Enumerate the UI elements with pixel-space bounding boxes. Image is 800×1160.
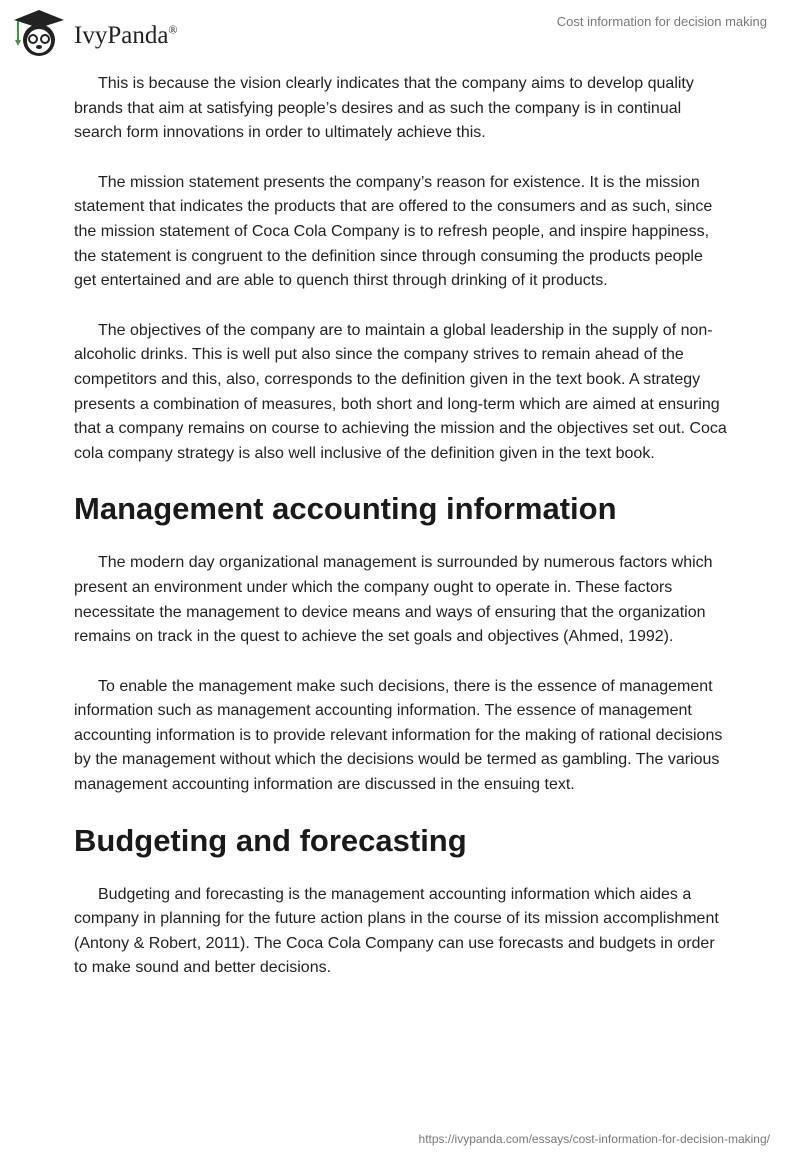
paragraph: The mission statement presents the company’s reason for existence. It is the mission statement that indicates the products that are offered to the consumers and as such, since the mission statement of Coca Cola Company is to refresh people, and inspire happiness, the statement is congruent to the definition since through consuming the products people get entertained and are able to quench thirst through drinking of it products.: [74, 173, 713, 290]
section-heading: Budgeting and forecasting: [74, 822, 467, 858]
paragraph: Budgeting and forecasting is the management accounting information which aides a company in planning for the future action plans in the course of its mission accomplishment (Antony & Robert, 2011). The Coca Cola Company can use forecasts and budgets in order to make sound and better decisions.: [74, 885, 719, 977]
paragraph: This is because the vision clearly indicates that the company aims to develop quality brands that aim at satisfying people’s desires and as such the company is in continual search form innovations in order to ultimately achieve this.: [74, 75, 694, 142]
paragraph: To enable the management make such decisions, there is the essence of management information such as management accounting information. The essence of management accounting information is to provide relevant information for the making of rational decisions by the management without which the decisions would be termed as gambling. The various management accounting information are discussed in the ensuing text.: [74, 677, 723, 794]
section-heading: Management accounting information: [74, 491, 617, 527]
article-body: [74, 72, 728, 1006]
paragraph: The modern day organizational management is surrounded by numerous factors which present an environment under which the company ought to operate in. These factors necessitate the management to device means and ways of ensuring that the organization remains on track in the quest to achieve the set goals and objectives (Ahmed, 1992).: [74, 554, 713, 646]
document-title: Cost information for decision making: [556, 14, 767, 29]
paragraph: The objectives of the company are to maintain a global leadership in the supply of non-alcoholic drinks. This is well put also since the company strives to remain ahead of the competitors and this, also, corresponds to the definition given in the text book. A strategy presents a combination of measures, both short and long-term which are aimed at ensuring that a company remains on course to achieving the mission and the objectives set out. Coca cola company strategy is also well inclusive of the definition given in the text book.: [74, 321, 727, 462]
brand-name: IvyPanda®: [74, 22, 178, 49]
panda-graduate-icon: [10, 8, 68, 58]
brand-logo[interactable]: [10, 8, 178, 58]
footer-url[interactable]: https://ivypanda.com/essays/cost-information-for-decision-making/: [418, 1132, 770, 1146]
